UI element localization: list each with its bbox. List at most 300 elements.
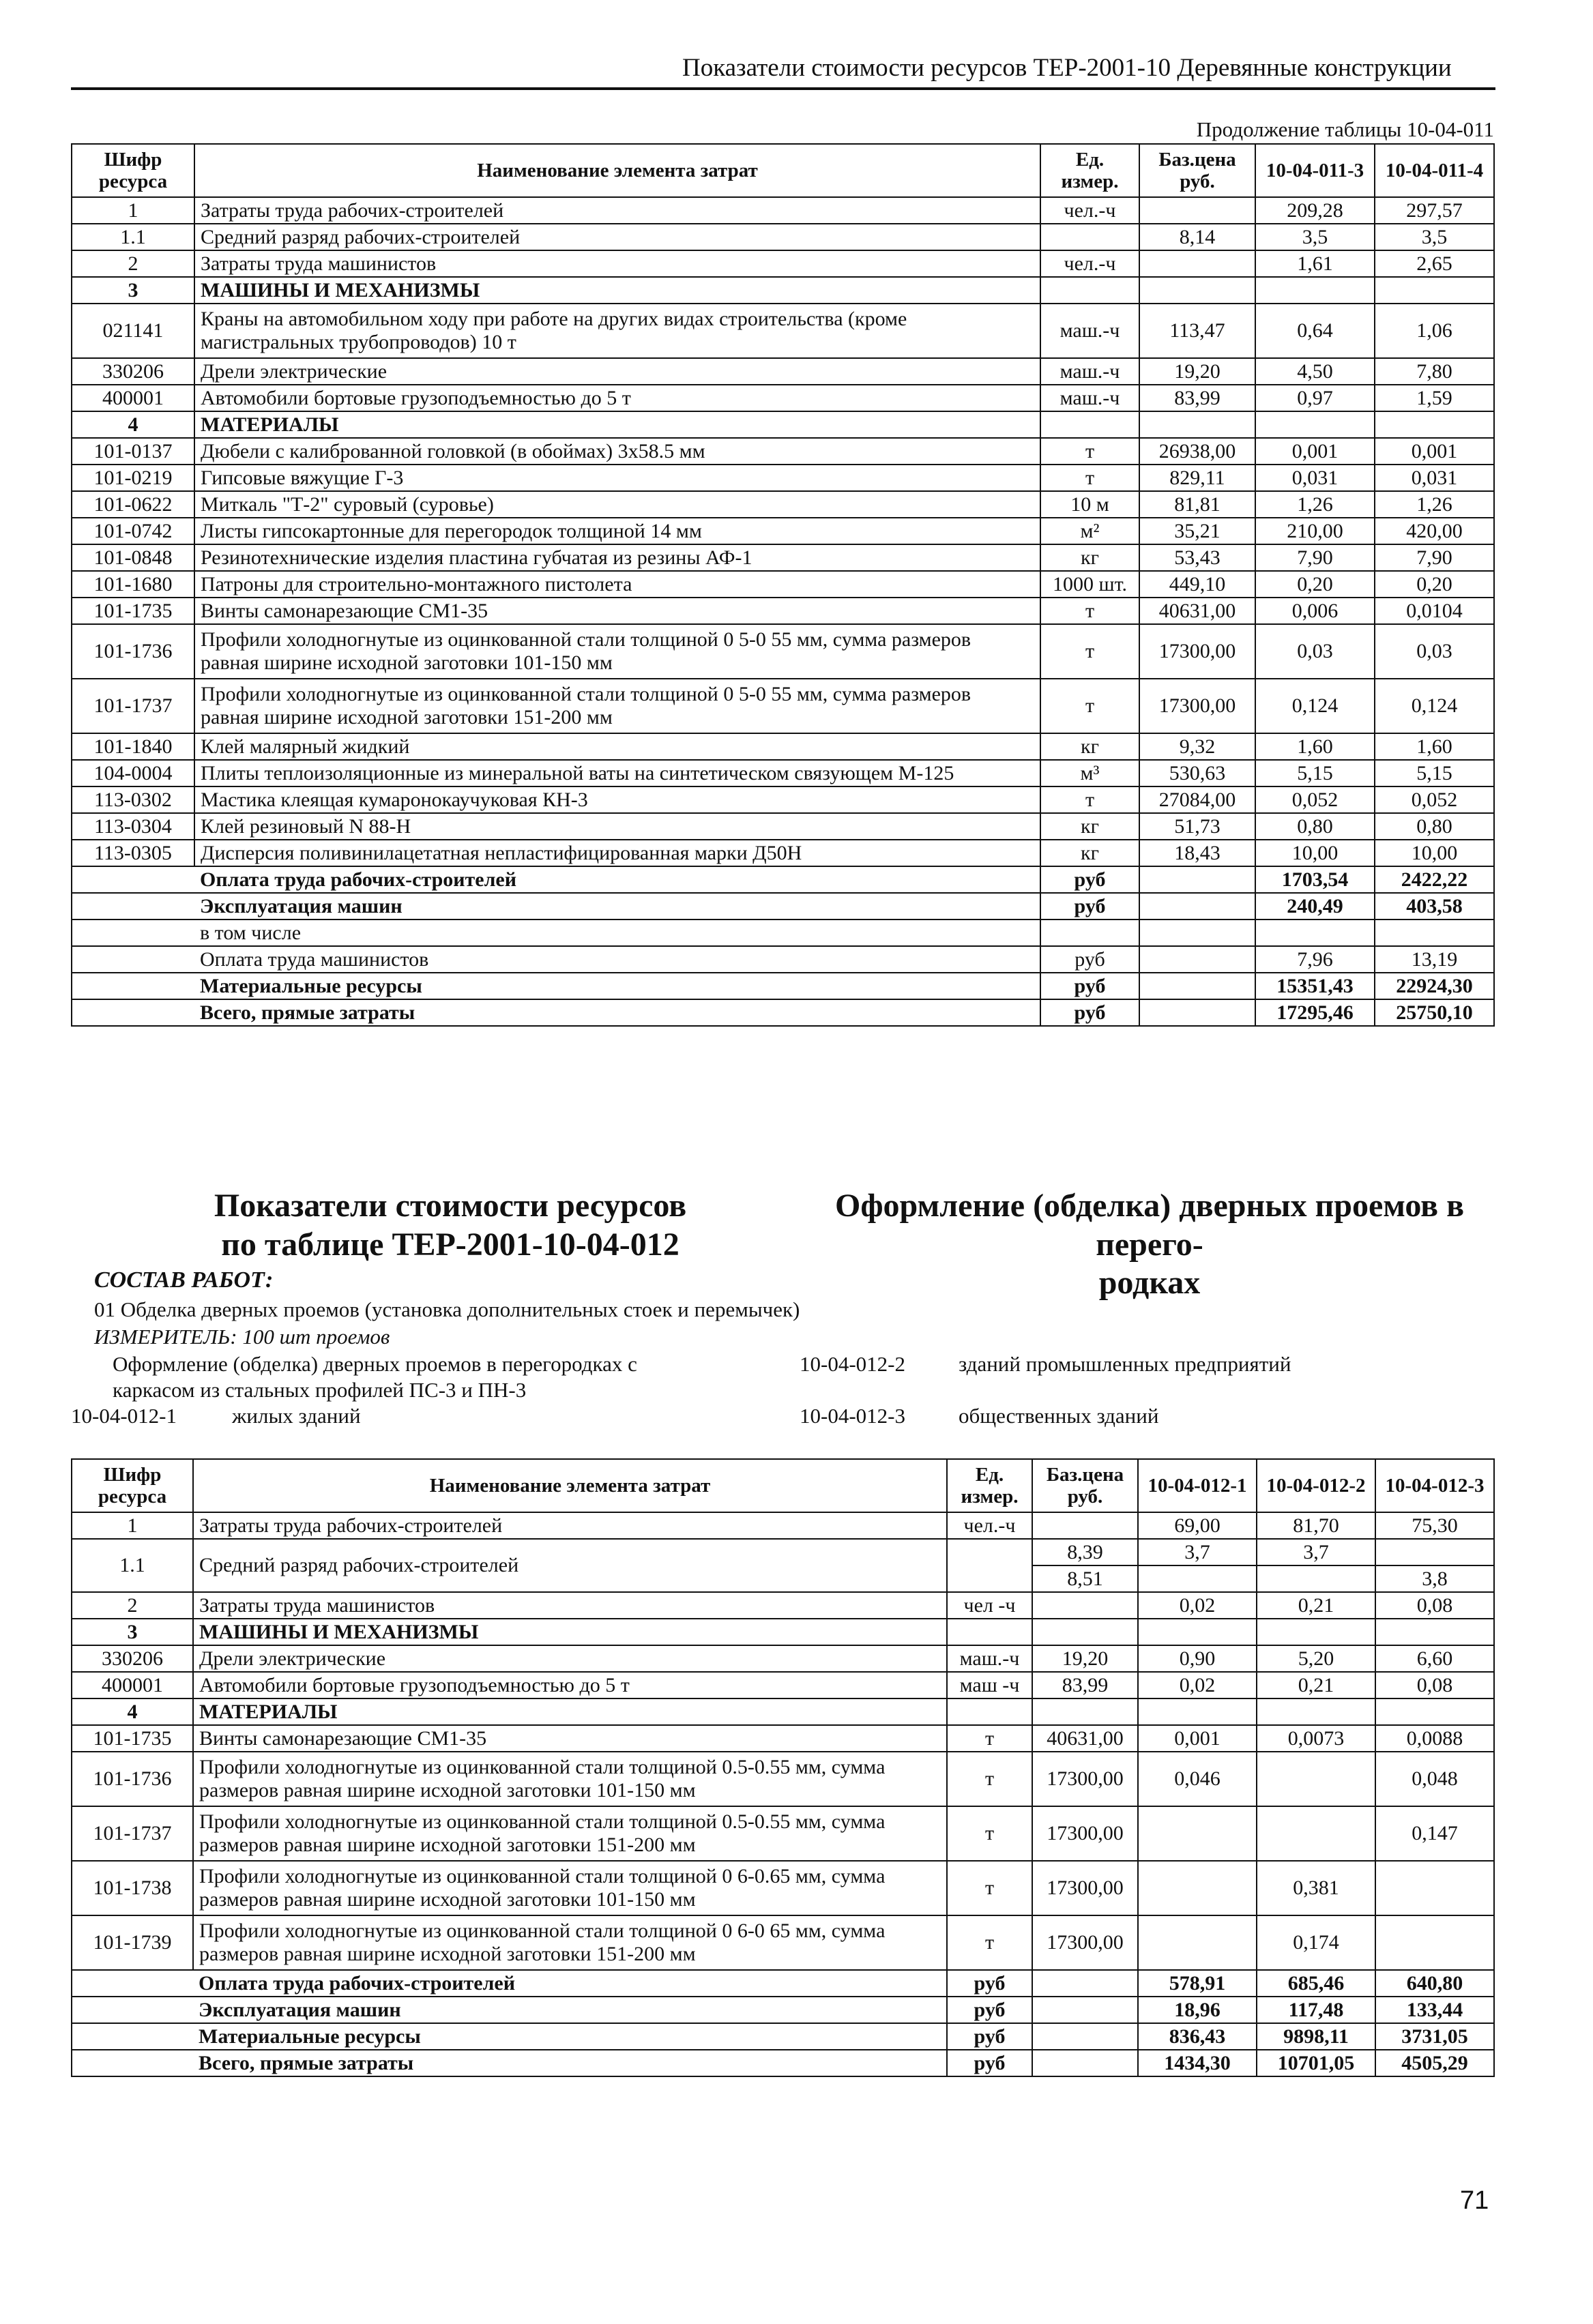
resource-name: Миткаль "Т-2" суровый (суровье): [194, 491, 1040, 518]
table-row: [72, 544, 1494, 571]
norm-cell: 9898,11: [1257, 2023, 1375, 2050]
table-row: [72, 1592, 1494, 1619]
section-title-line: по таблице ТЕР-2001-10-04-012: [221, 1226, 679, 1263]
norm-cell: [1138, 1861, 1257, 1915]
unit-cell: руб: [1040, 999, 1139, 1026]
norm-cell: 0,001: [1375, 438, 1494, 465]
norm-cell: 75,30: [1375, 1512, 1494, 1539]
resource-name: Средний разряд рабочих-строителей: [194, 224, 1040, 250]
price-cell: 18,43: [1139, 840, 1255, 866]
price-cell: 8,51: [1032, 1565, 1138, 1592]
norm-cell: [1375, 920, 1494, 946]
price-cell: [1139, 920, 1255, 946]
unit-cell: кг: [1040, 813, 1139, 840]
norm-cell: 2,65: [1375, 250, 1494, 277]
norm-cell: 1703,54: [1255, 866, 1375, 893]
col-header-norm: 10-04-012-3: [1375, 1459, 1494, 1512]
norm-cell: 5,15: [1255, 760, 1375, 786]
norm-cell: 2422,22: [1375, 866, 1494, 893]
resource-code: 101-1737: [72, 679, 194, 733]
price-cell: [1032, 1619, 1138, 1645]
composition-label: СОСТАВ РАБОТ:: [94, 1267, 274, 1293]
section-title-left: [171, 1187, 730, 1264]
col-header-code: Шифр ресурса: [72, 1459, 193, 1512]
totals-row: [72, 1997, 1494, 2023]
norm-cell: [1138, 1806, 1257, 1861]
price-cell: 449,10: [1139, 571, 1255, 598]
totals-spacer: [72, 2050, 193, 2076]
resource-code: 101-1680: [72, 571, 194, 598]
resource-name: Затраты труда рабочих-строителей: [193, 1512, 947, 1539]
totals-name: Оплата труда машинистов: [194, 946, 1040, 973]
norm-cell: [1138, 1619, 1257, 1645]
resource-code: 101-0848: [72, 544, 194, 571]
table-row: [72, 518, 1494, 544]
norm-cell: 13,19: [1375, 946, 1494, 973]
norm-cell: [1375, 411, 1494, 438]
resource-code: 101-1735: [72, 1725, 193, 1752]
price-cell: 19,20: [1139, 358, 1255, 385]
unit-cell: т: [1040, 465, 1139, 491]
totals-row: [72, 920, 1494, 946]
norm-cell: 0,03: [1375, 624, 1494, 679]
price-cell: 40631,00: [1032, 1725, 1138, 1752]
table-row: [72, 786, 1494, 813]
norm-cell: 209,28: [1255, 197, 1375, 224]
resource-name: Листы гипсокартонные для перегородок толщиной 14 мм: [194, 518, 1040, 544]
table-row: [72, 224, 1494, 250]
norm-cell: 1,06: [1375, 304, 1494, 358]
norm-cell: 7,96: [1255, 946, 1375, 973]
table-row: [72, 1915, 1494, 1970]
norm-cell: [1375, 1539, 1494, 1565]
norm-cell: 1,60: [1255, 733, 1375, 760]
resource-code: 113-0304: [72, 813, 194, 840]
totals-row: [72, 973, 1494, 999]
resource-name: Краны на автомобильном ходу при работе на других видах строительства (кроме магистральных трубопроводов) 10 т: [194, 304, 1040, 358]
description-line: каркасом из стальных профилей ПС-3 и ПН-3: [113, 1378, 527, 1402]
resource-name: Средний разряд рабочих-строителей: [193, 1539, 947, 1592]
price-cell: [1139, 946, 1255, 973]
norm-cell: 0,80: [1375, 813, 1494, 840]
resource-code: 101-0622: [72, 491, 194, 518]
section-title-right: [805, 1187, 1494, 1303]
totals-row: [72, 893, 1494, 920]
unit-cell: руб: [947, 1997, 1032, 2023]
norm-cell: 0,97: [1255, 385, 1375, 411]
norm-cell: 0,0088: [1375, 1725, 1494, 1752]
norm-cell: 1,60: [1375, 733, 1494, 760]
unit-cell: т: [947, 1806, 1032, 1861]
unit-cell: руб: [1040, 893, 1139, 920]
price-cell: 35,21: [1139, 518, 1255, 544]
resource-code: 101-1840: [72, 733, 194, 760]
unit-cell: 1000 шт.: [1040, 571, 1139, 598]
unit-cell: руб: [1040, 866, 1139, 893]
resource-code: 2: [72, 250, 194, 277]
norm-cell: 0,02: [1138, 1672, 1257, 1698]
resource-code: 400001: [72, 385, 194, 411]
norm-cell: 3,5: [1255, 224, 1375, 250]
price-cell: [1139, 277, 1255, 304]
unit-cell: маш.-ч: [1040, 385, 1139, 411]
norm-cell: [1138, 1565, 1257, 1592]
unit-cell: м²: [1040, 518, 1139, 544]
resource-code: 113-0302: [72, 786, 194, 813]
norm-cell: 420,00: [1375, 518, 1494, 544]
resource-name: Клей малярный жидкий: [194, 733, 1040, 760]
norm-cell: 0,21: [1257, 1672, 1375, 1698]
norm-cell: 0,052: [1375, 786, 1494, 813]
col-header-norm: 10-04-012-1: [1138, 1459, 1257, 1512]
norm-cell: 0,052: [1255, 786, 1375, 813]
norm-cell: 210,00: [1255, 518, 1375, 544]
section-title-line: Оформление (обделка) дверных проемов в перего-: [835, 1188, 1464, 1263]
totals-name: Материальные ресурсы: [194, 973, 1040, 999]
resource-code: 113-0305: [72, 840, 194, 866]
unit-cell: т: [1040, 679, 1139, 733]
norm-cell: [1375, 1698, 1494, 1725]
resource-code: 1.1: [72, 224, 194, 250]
unit-cell: кг: [1040, 544, 1139, 571]
norm-cell: 0,174: [1257, 1915, 1375, 1970]
resource-name: Винты самонарезающие СМ1-35: [194, 598, 1040, 624]
resource-name: Винты самонарезающие СМ1-35: [193, 1725, 947, 1752]
section-title-line: Показатели стоимости ресурсов: [214, 1188, 687, 1224]
norm-cell: 3,5: [1375, 224, 1494, 250]
resource-code: 3: [72, 1619, 193, 1645]
norm-cell: [1257, 1806, 1375, 1861]
resource-name: Профили холодногнутые из оцинкованной стали толщиной 0.5-0.55 мм, сумма размеров равная ширине исходной заготовки 101-150 мм: [193, 1752, 947, 1806]
resource-name: Профили холодногнутые из оцинкованной стали толщиной 0 5-0 55 мм, сумма размеров равная ширине исходной заготовки 151-200 мм: [194, 679, 1040, 733]
resource-code: 2: [72, 1592, 193, 1619]
norm-cell: 3,7: [1138, 1539, 1257, 1565]
unit-cell: чел -ч: [947, 1592, 1032, 1619]
col-header-norm: 10-04-011-4: [1375, 144, 1494, 197]
table-row: [72, 304, 1494, 358]
resource-name: МАШИНЫ И МЕХАНИЗМЫ: [194, 277, 1040, 304]
price-cell: 17300,00: [1032, 1752, 1138, 1806]
price-cell: 530,63: [1139, 760, 1255, 786]
unit-cell: т: [947, 1915, 1032, 1970]
totals-name: Всего, прямые затраты: [193, 2050, 947, 2076]
resource-code: 101-0742: [72, 518, 194, 544]
totals-spacer: [72, 2023, 193, 2050]
resource-code: 400001: [72, 1672, 193, 1698]
table-row: [72, 598, 1494, 624]
variant-code: 10-04-012-2: [800, 1352, 905, 1376]
price-cell: 26938,00: [1139, 438, 1255, 465]
norm-cell: 4505,29: [1375, 2050, 1494, 2076]
resource-code: 1: [72, 1512, 193, 1539]
unit-cell: [1040, 411, 1139, 438]
table-row: [72, 624, 1494, 679]
norm-cell: [1138, 1915, 1257, 1970]
unit-cell: маш.-ч: [1040, 304, 1139, 358]
norm-cell: 5,15: [1375, 760, 1494, 786]
price-cell: [1139, 893, 1255, 920]
table-row: [72, 1645, 1494, 1672]
variant-label: общественных зданий: [959, 1404, 1159, 1428]
resource-name: Плиты теплоизоляционные из минеральной ваты на синтетическом связующем М-125: [194, 760, 1040, 786]
resource-code: 4: [72, 411, 194, 438]
resource-code: 101-1735: [72, 598, 194, 624]
norm-cell: 7,90: [1255, 544, 1375, 571]
totals-name: Эксплуатация машин: [194, 893, 1040, 920]
table-row: [72, 491, 1494, 518]
unit-cell: [947, 1698, 1032, 1725]
norm-cell: 0,381: [1257, 1861, 1375, 1915]
price-cell: [1032, 2023, 1138, 2050]
resource-name: МАТЕРИАЛЫ: [194, 411, 1040, 438]
totals-name: Оплата труда рабочих-строителей: [194, 866, 1040, 893]
resource-code: 101-1736: [72, 624, 194, 679]
unit-cell: [947, 1619, 1032, 1645]
unit-cell: 10 м: [1040, 491, 1139, 518]
norm-cell: 1,26: [1375, 491, 1494, 518]
resource-name: Резинотехнические изделия пластина губчатая из резины АФ-1: [194, 544, 1040, 571]
price-cell: 17300,00: [1032, 1861, 1138, 1915]
price-cell: 19,20: [1032, 1645, 1138, 1672]
resource-code: 1: [72, 197, 194, 224]
resource-name: МАШИНЫ И МЕХАНИЗМЫ: [193, 1619, 947, 1645]
resource-name: Дюбели с калиброванной головкой (в обоймах) 3х58.5 мм: [194, 438, 1040, 465]
norm-cell: 0,20: [1255, 571, 1375, 598]
unit-cell: [1040, 224, 1139, 250]
price-cell: 40631,00: [1139, 598, 1255, 624]
price-cell: 83,99: [1139, 385, 1255, 411]
meter-label: ИЗМЕРИТЕЛЬ: 100 шт проемов: [94, 1325, 390, 1349]
norm-cell: [1257, 1698, 1375, 1725]
totals-row: [72, 999, 1494, 1026]
unit-cell: [1040, 277, 1139, 304]
norm-cell: 240,49: [1255, 893, 1375, 920]
norm-cell: 0,80: [1255, 813, 1375, 840]
col-header-price: Баз.цена руб.: [1032, 1459, 1138, 1512]
norm-cell: 1434,30: [1138, 2050, 1257, 2076]
norm-cell: 10701,05: [1257, 2050, 1375, 2076]
table-row: [72, 358, 1494, 385]
norm-cell: [1257, 1619, 1375, 1645]
unit-cell: т: [947, 1752, 1032, 1806]
totals-spacer: [72, 1970, 193, 1997]
unit-cell: маш.-ч: [1040, 358, 1139, 385]
col-header-norm: 10-04-011-3: [1255, 144, 1375, 197]
totals-row: [72, 866, 1494, 893]
table-header-row: [72, 144, 1494, 197]
norm-cell: 7,80: [1375, 358, 1494, 385]
resource-name: Гипсовые вяжущие Г-3: [194, 465, 1040, 491]
price-cell: 27084,00: [1139, 786, 1255, 813]
norm-cell: [1255, 277, 1375, 304]
norm-cell: 0,08: [1375, 1592, 1494, 1619]
norm-cell: 133,44: [1375, 1997, 1494, 2023]
norm-cell: 0,124: [1255, 679, 1375, 733]
norm-cell: 7,90: [1375, 544, 1494, 571]
resource-name: Затраты труда рабочих-строителей: [194, 197, 1040, 224]
price-cell: [1139, 866, 1255, 893]
norm-cell: 685,46: [1257, 1970, 1375, 1997]
col-header-unit: Ед. измер.: [947, 1459, 1032, 1512]
norm-cell: 10,00: [1375, 840, 1494, 866]
price-cell: 8,39: [1032, 1539, 1138, 1565]
norm-cell: 297,57: [1375, 197, 1494, 224]
totals-name: Оплата труда рабочих-строителей: [193, 1970, 947, 1997]
norm-cell: 4,50: [1255, 358, 1375, 385]
table-row: [72, 571, 1494, 598]
table-row: [72, 840, 1494, 866]
section-row: [72, 277, 1494, 304]
totals-spacer: [72, 920, 194, 946]
price-cell: 83,99: [1032, 1672, 1138, 1698]
totals-spacer: [72, 866, 194, 893]
resource-code: 021141: [72, 304, 194, 358]
unit-cell: руб: [947, 2050, 1032, 2076]
price-cell: 829,11: [1139, 465, 1255, 491]
price-cell: [1139, 999, 1255, 1026]
norm-cell: 69,00: [1138, 1512, 1257, 1539]
unit-cell: руб: [947, 1970, 1032, 1997]
norm-cell: 0,048: [1375, 1752, 1494, 1806]
resource-name: Клей резиновый N 88-Н: [194, 813, 1040, 840]
col-header-norm: 10-04-012-2: [1257, 1459, 1375, 1512]
unit-cell: т: [1040, 438, 1139, 465]
page-number: 71: [1460, 2186, 1489, 2215]
price-cell: 51,73: [1139, 813, 1255, 840]
resource-name: Мастика клеящая кумаронокаучуковая КН-3: [194, 786, 1040, 813]
norm-cell: 18,96: [1138, 1997, 1257, 2023]
norm-cell: 10,00: [1255, 840, 1375, 866]
table-row: [72, 1752, 1494, 1806]
norm-cell: 0,20: [1375, 571, 1494, 598]
resource-name: Дисперсия поливинилацетатная непластифицированная марки Д50Н: [194, 840, 1040, 866]
resource-table-10-04-011: [71, 143, 1495, 1027]
norm-cell: 3731,05: [1375, 2023, 1494, 2050]
norm-cell: 117,48: [1257, 1997, 1375, 2023]
unit-cell: [1040, 920, 1139, 946]
norm-cell: 81,70: [1257, 1512, 1375, 1539]
norm-cell: 0,0104: [1375, 598, 1494, 624]
norm-cell: [1255, 920, 1375, 946]
resource-name: Профили холодногнутые из оцинкованной стали толщиной 0 6-0 65 мм, сумма размеров равная ширине исходной заготовки 151-200 мм: [193, 1915, 947, 1970]
norm-cell: [1375, 1915, 1494, 1970]
norm-cell: 836,43: [1138, 2023, 1257, 2050]
norm-cell: 578,91: [1138, 1970, 1257, 1997]
norm-cell: [1375, 277, 1494, 304]
unit-cell: кг: [1040, 733, 1139, 760]
norm-cell: 0,046: [1138, 1752, 1257, 1806]
resource-name: Дрели электрические: [193, 1645, 947, 1672]
resource-code: 4: [72, 1698, 193, 1725]
col-header-price: Баз.цена руб.: [1139, 144, 1255, 197]
norm-cell: 25750,10: [1375, 999, 1494, 1026]
table-row: [72, 385, 1494, 411]
price-cell: [1032, 1997, 1138, 2023]
totals-row: [72, 2050, 1494, 2076]
price-cell: [1032, 2050, 1138, 2076]
totals-name: Материальные ресурсы: [193, 2023, 947, 2050]
variant-code: 10-04-012-1: [71, 1404, 177, 1428]
unit-cell: т: [947, 1725, 1032, 1752]
price-cell: 81,81: [1139, 491, 1255, 518]
col-header-unit: Ед. измер.: [1040, 144, 1139, 197]
norm-cell: 0,02: [1138, 1592, 1257, 1619]
table-row: [72, 813, 1494, 840]
norm-cell: 0,031: [1375, 465, 1494, 491]
resource-code: 101-0219: [72, 465, 194, 491]
norm-cell: 1,61: [1255, 250, 1375, 277]
norm-cell: 640,80: [1375, 1970, 1494, 1997]
price-cell: [1139, 973, 1255, 999]
table-row: [72, 1512, 1494, 1539]
norm-cell: 22924,30: [1375, 973, 1494, 999]
table-header-row: [72, 1459, 1494, 1512]
table-row: [72, 679, 1494, 733]
resource-code: 101-1736: [72, 1752, 193, 1806]
norm-cell: 5,20: [1257, 1645, 1375, 1672]
norm-cell: [1255, 411, 1375, 438]
norm-cell: 3,8: [1375, 1565, 1494, 1592]
norm-cell: 3,7: [1257, 1539, 1375, 1565]
table-row: [72, 250, 1494, 277]
resource-code: 101-0137: [72, 438, 194, 465]
unit-cell: [947, 1539, 1032, 1592]
resource-name: Профили холодногнутые из оцинкованной стали толщиной 0 5-0 55 мм, сумма размеров равная ширине исходной заготовки 101-150 мм: [194, 624, 1040, 679]
col-header-name: Наименование элемента затрат: [194, 144, 1040, 197]
variant-label: жилых зданий: [232, 1404, 361, 1428]
price-cell: 113,47: [1139, 304, 1255, 358]
norm-cell: 0,08: [1375, 1672, 1494, 1698]
unit-cell: маш.-ч: [947, 1645, 1032, 1672]
resource-name: Патроны для строительно-монтажного пистолета: [194, 571, 1040, 598]
running-header: Показатели стоимости ресурсов ТЕР-2001-10 Деревянные конструкции: [682, 54, 1452, 82]
totals-spacer: [72, 999, 194, 1026]
price-cell: [1139, 250, 1255, 277]
price-cell: 17300,00: [1032, 1806, 1138, 1861]
section-row: [72, 411, 1494, 438]
table-row: [72, 1672, 1494, 1698]
resource-code: 330206: [72, 1645, 193, 1672]
table-row: [72, 438, 1494, 465]
totals-row: [72, 1970, 1494, 1997]
resource-name: Затраты труда машинистов: [194, 250, 1040, 277]
totals-name: Всего, прямые затраты: [194, 999, 1040, 1026]
norm-cell: 0,006: [1255, 598, 1375, 624]
unit-cell: т: [1040, 598, 1139, 624]
norm-cell: [1257, 1565, 1375, 1592]
resource-code: 101-1738: [72, 1861, 193, 1915]
norm-cell: [1375, 1619, 1494, 1645]
unit-cell: чел.-ч: [947, 1512, 1032, 1539]
totals-spacer: [72, 893, 194, 920]
totals-name: Эксплуатация машин: [193, 1997, 947, 2023]
totals-name: в том числе: [194, 920, 1040, 946]
col-header-name: Наименование элемента затрат: [193, 1459, 947, 1512]
table-row: [72, 1539, 1494, 1565]
norm-cell: 0,147: [1375, 1806, 1494, 1861]
section-row: [72, 1698, 1494, 1725]
norm-cell: [1375, 1861, 1494, 1915]
resource-name: МАТЕРИАЛЫ: [193, 1698, 947, 1725]
unit-cell: м³: [1040, 760, 1139, 786]
norm-cell: 0,64: [1255, 304, 1375, 358]
resource-code: 101-1737: [72, 1806, 193, 1861]
price-cell: [1139, 197, 1255, 224]
totals-row: [72, 2023, 1494, 2050]
norm-cell: [1257, 1752, 1375, 1806]
header-rule: [71, 87, 1495, 90]
section-row: [72, 1619, 1494, 1645]
